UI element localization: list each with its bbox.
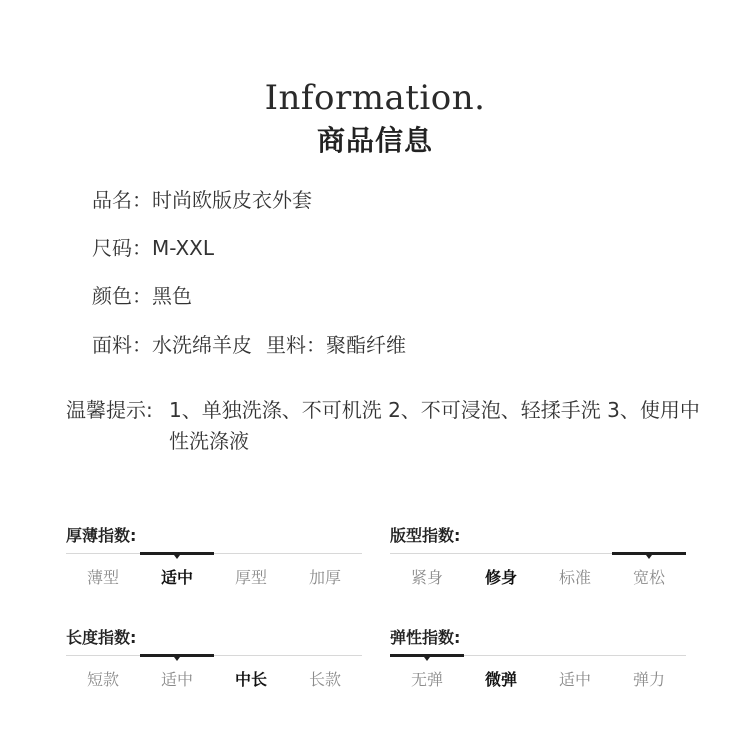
index-title: 弹性指数: [390,628,461,647]
index-title: 版型指数: [390,526,461,545]
color-line: 颜色：黑色 [92,284,192,308]
marker-pointer-icon [424,657,430,661]
size-line: 尺码：M-XXL [92,236,215,260]
index-marker [390,654,464,657]
lining-text: 里料：聚酯纤维 [266,333,406,357]
index-marker [612,552,686,555]
index-option: 紧身 [410,568,443,587]
index-option: 加厚 [308,568,341,587]
marker-pointer-icon [174,657,180,661]
elasticity-index [390,628,686,698]
index-option: 弹力 [632,670,665,689]
page-title-english: Information. [264,78,486,118]
index-option: 短款 [86,670,119,689]
page-title-chinese: 商品信息 [316,124,433,157]
index-title: 厚薄指数: [66,526,137,545]
index-title: 长度指数: [66,628,137,647]
index-option: 长款 [308,670,341,689]
index-option: 无弹 [410,670,443,689]
marker-pointer-icon [646,555,652,559]
care-tip-text: 1、单独洗涤、不可机洗 2、不可浸泡、轻揉手洗 3、使用中性洗涤液 [169,398,700,453]
care-tip [66,395,706,457]
index-option: 适中 [558,670,591,689]
fabric-text: 面料：水洗绵羊皮 [92,333,252,357]
index-track [66,655,362,656]
index-option: 修身 [484,568,517,587]
index-option: 适中 [160,670,193,689]
index-option: 微弹 [484,670,517,689]
index-option: 标准 [558,568,591,587]
care-tip-label: 温馨提示: [66,398,153,422]
length-index [66,628,362,698]
marker-pointer-icon [174,555,180,559]
index-option: 宽松 [632,568,665,587]
index-track [66,553,362,554]
index-marker [140,654,214,657]
material-line [92,331,406,359]
index-marker [140,552,214,555]
fit-index [390,526,686,596]
index-option: 厚型 [234,568,267,587]
thickness-index [66,526,362,596]
index-option: 薄型 [86,568,119,587]
index-option: 适中 [160,568,193,587]
index-option: 中长 [234,670,267,689]
product-name-line: 品名：时尚欧版皮衣外套 [92,188,312,212]
